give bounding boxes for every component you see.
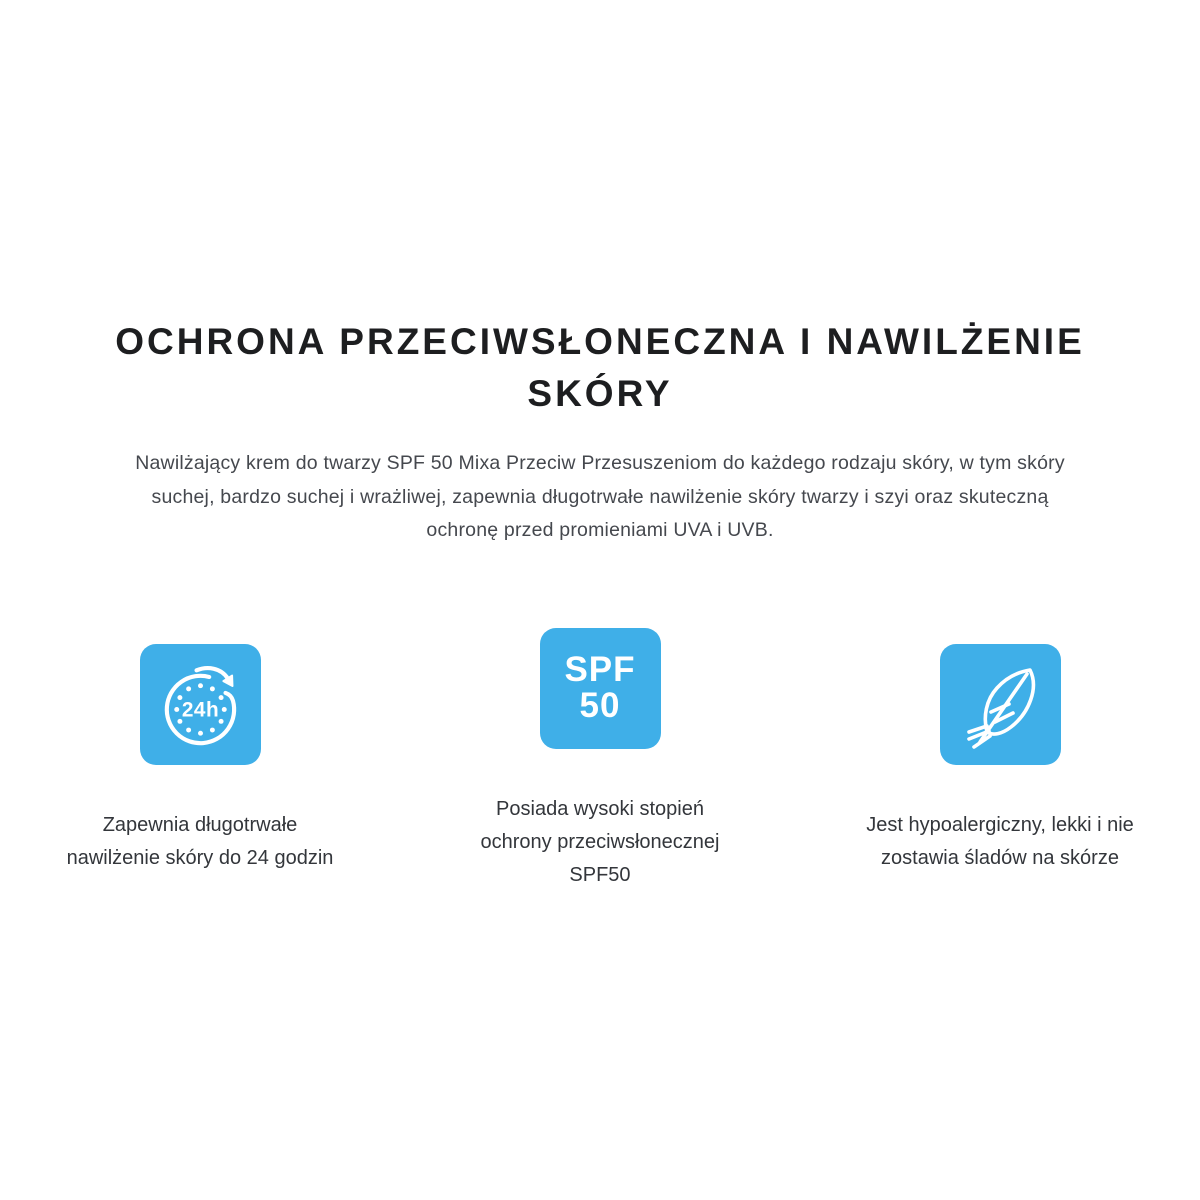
description-line-1: Nawilżający krem do twarzy SPF 50 Mixa Przeciw Przesuszeniom do każdego rodzaju skóry, w tym skóry: [135, 452, 1065, 474]
spf50-badge-icon: [564, 652, 635, 724]
caption-line: SPF50: [569, 863, 631, 886]
section-heading: [40, 316, 1160, 420]
features-row: [0, 628, 1200, 912]
description-line-2: suchej, bardzo suchej i wrażliwej, zapewnia długotrwałe nawilżenie skóry twarzy i szyi oraz skuteczną: [151, 485, 1049, 508]
caption-line: Jest hypoalergiczny, lekki i nie: [866, 814, 1134, 836]
feature-hypoallergenic: [800, 644, 1200, 895]
caption-line: Posiada wysoki stopień: [496, 797, 704, 820]
caption-line: zostawia śladów na skórze: [881, 847, 1119, 869]
section-description: [40, 447, 1160, 548]
feature-24h-hydration: [0, 644, 400, 895]
caption-line: ochrony przeciwsłonecznej: [480, 830, 720, 853]
feature-hypoallergenic-caption: [866, 809, 1134, 875]
spf-text-line-1: SPF: [564, 650, 636, 689]
caption-line: Zapewnia długotrwałe: [102, 814, 298, 836]
feature-spf50-tile: [540, 628, 661, 749]
spf-text-line-2: 50: [579, 686, 621, 725]
feature-spf50: [400, 628, 800, 912]
feature-feather-tile: [940, 644, 1061, 765]
feature-spf50-caption: [480, 793, 719, 892]
24h-label: 24h: [181, 698, 219, 722]
caption-line: nawilżenie skóry do 24 godzin: [66, 847, 334, 869]
section-heading-line-1: OCHRONA PRZECIWSŁONECZNA I NAWILŻENIE: [115, 321, 1085, 362]
section-heading-line-2: SKÓRY: [527, 373, 673, 414]
description-line-3: ochronę przed promieniami UVA i UVB.: [426, 519, 774, 541]
24h-clock-icon: [151, 655, 250, 754]
feature-24h-caption: [67, 809, 334, 875]
feather-icon: [950, 655, 1050, 755]
feature-24h-tile: [140, 644, 261, 765]
